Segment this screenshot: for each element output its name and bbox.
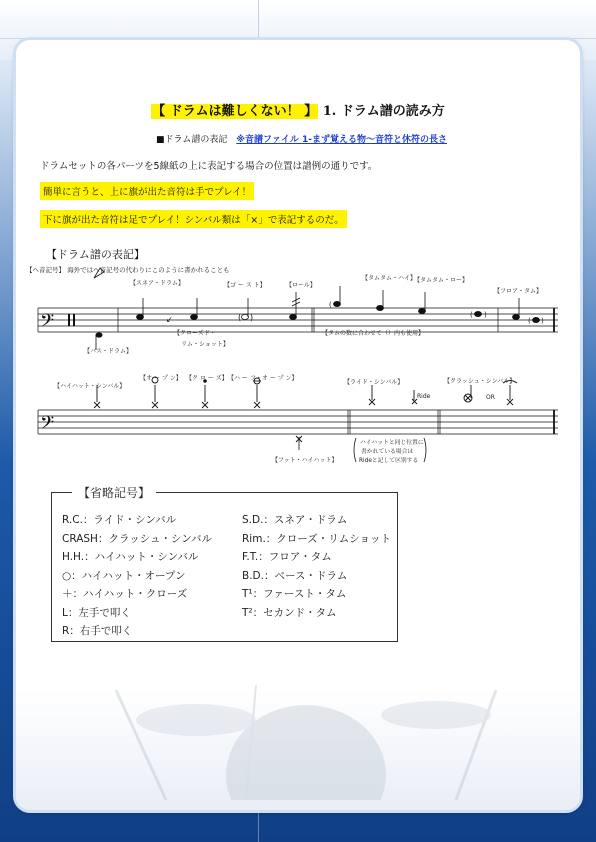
abbreviation-list-right	[242, 511, 391, 622]
label-close: 【ク ロ ー ズ】	[186, 375, 228, 382]
abbreviation-title: 【省略記号】	[72, 484, 156, 501]
abbr-item: CRASH：クラッシュ・シンバル	[62, 532, 213, 545]
staff-row-2	[38, 410, 558, 434]
svg-text:): )	[541, 317, 544, 325]
svg-text:(: (	[528, 317, 531, 325]
clef-hint-label: 【ヘ音記号】 海外ではヘ音記号の代わりにこのように書かれることも	[26, 266, 230, 274]
abbreviation-box	[51, 486, 398, 642]
label-ride: 【ライド・シンバル】	[344, 379, 404, 386]
snare-notes	[137, 292, 301, 320]
highlight-feet: 下に旗が出た音符は足でプレイ！シンバル類は「×」で表記するのだ。	[40, 210, 347, 228]
drum-notation-figure	[16, 40, 580, 480]
abbr-item: R：右手で叩く	[62, 625, 133, 637]
abbr-item: ○：ハイハット・オープン	[62, 569, 186, 582]
drumkit-watermark	[76, 680, 536, 800]
abbr-item: H.H.：ハイハット・シンバル	[62, 551, 199, 563]
abbr-item: ＋：ハイハット・クローズ	[62, 588, 188, 600]
abbr-item: F.T.：フロア・タム	[242, 551, 332, 563]
abbr-item: R.C.：ライド・シンバル	[62, 514, 177, 526]
label-foot-hihat: 【フット・ハイハット】	[272, 457, 338, 464]
label-snare: 【スネア・ドラム】	[130, 280, 184, 287]
svg-text:(: (	[238, 313, 242, 322]
audio-file-link[interactable]: ※音譜ファイル 1-まず覚える物～音符と休符の長さ	[236, 135, 447, 145]
document-card	[16, 40, 580, 810]
bass-clef-icon: 𝄢	[40, 311, 55, 336]
label-open: 【オ ー プ ン】	[140, 375, 182, 382]
abbr-item: T¹：ファースト・タム	[242, 588, 347, 600]
abbr-item: S.D.：スネア・ドラム	[242, 514, 348, 526]
label-roll: 【ロール】	[286, 282, 316, 289]
ride-note-line-3: Rideと記して区別する	[359, 458, 419, 464]
label-crash: 【クラッシュ・シンバル】	[444, 378, 516, 385]
svg-text:): )	[484, 311, 487, 319]
svg-text:↙: ↙	[166, 315, 173, 324]
highlight-hands: 簡単に言うと、上に旗が出た音符は手でプレイ！	[40, 182, 254, 200]
label-ride-small: Ride	[417, 393, 431, 400]
label-hihat: 【ハイハット・シンバル】	[54, 383, 126, 390]
ride-note-line-2: 書かれている場合は	[361, 449, 414, 455]
label-closed-rim-1: 【クローズド・	[174, 330, 216, 337]
label-half-open: 【ハ ー フ・オ ー プ ン】	[228, 375, 298, 382]
svg-text:): )	[250, 313, 254, 322]
label-or: OR	[486, 394, 495, 401]
intro-text: ドラムセットの各パーツを5線紙の上に表記する場合の位置は譜例の通りです。	[40, 161, 378, 172]
frame-line	[0, 38, 596, 39]
svg-text:(: (	[329, 301, 332, 309]
abbr-item: B.D.：ベース・ドラム	[242, 569, 348, 582]
title-prefix: 【 ドラムは難しくない！ 】	[152, 104, 318, 119]
abbr-item: T²：セカンド・タム	[242, 606, 337, 619]
score-heading: 【ドラム譜の表記】	[46, 248, 145, 261]
subtitle-label: ■ドラム譜の表記	[156, 135, 228, 145]
abbr-item: L：左手で叩く	[62, 606, 131, 619]
ride-note-line-1: ハイハットと同じ位置に	[360, 440, 424, 446]
label-floor-tom: 【フロア・タム】	[494, 288, 543, 295]
svg-text:(: (	[470, 311, 473, 319]
abbreviation-list-left	[62, 511, 212, 641]
label-ghost: 【ゴ ー ス ト】	[224, 282, 266, 289]
abbr-item: Rim.：クローズ・リムショット	[242, 532, 392, 545]
bass-clef-icon-2: 𝄢	[40, 413, 55, 438]
bass-drum-note	[96, 332, 103, 337]
title-suffix: 1. ドラム譜の読み方	[322, 104, 445, 119]
label-closed-rim-2: リム・ショット】	[181, 341, 229, 348]
label-tom-high: 【タムタム・ハイ】	[362, 275, 417, 282]
label-bass-drum: 【バス・ドラム】	[84, 348, 132, 355]
label-tom-low: 【タムタム・ロー】	[414, 277, 469, 284]
percussion-clef-icon	[68, 314, 70, 326]
label-tom-note: 【タムの数に合わせて（）内も使用】	[322, 330, 425, 337]
